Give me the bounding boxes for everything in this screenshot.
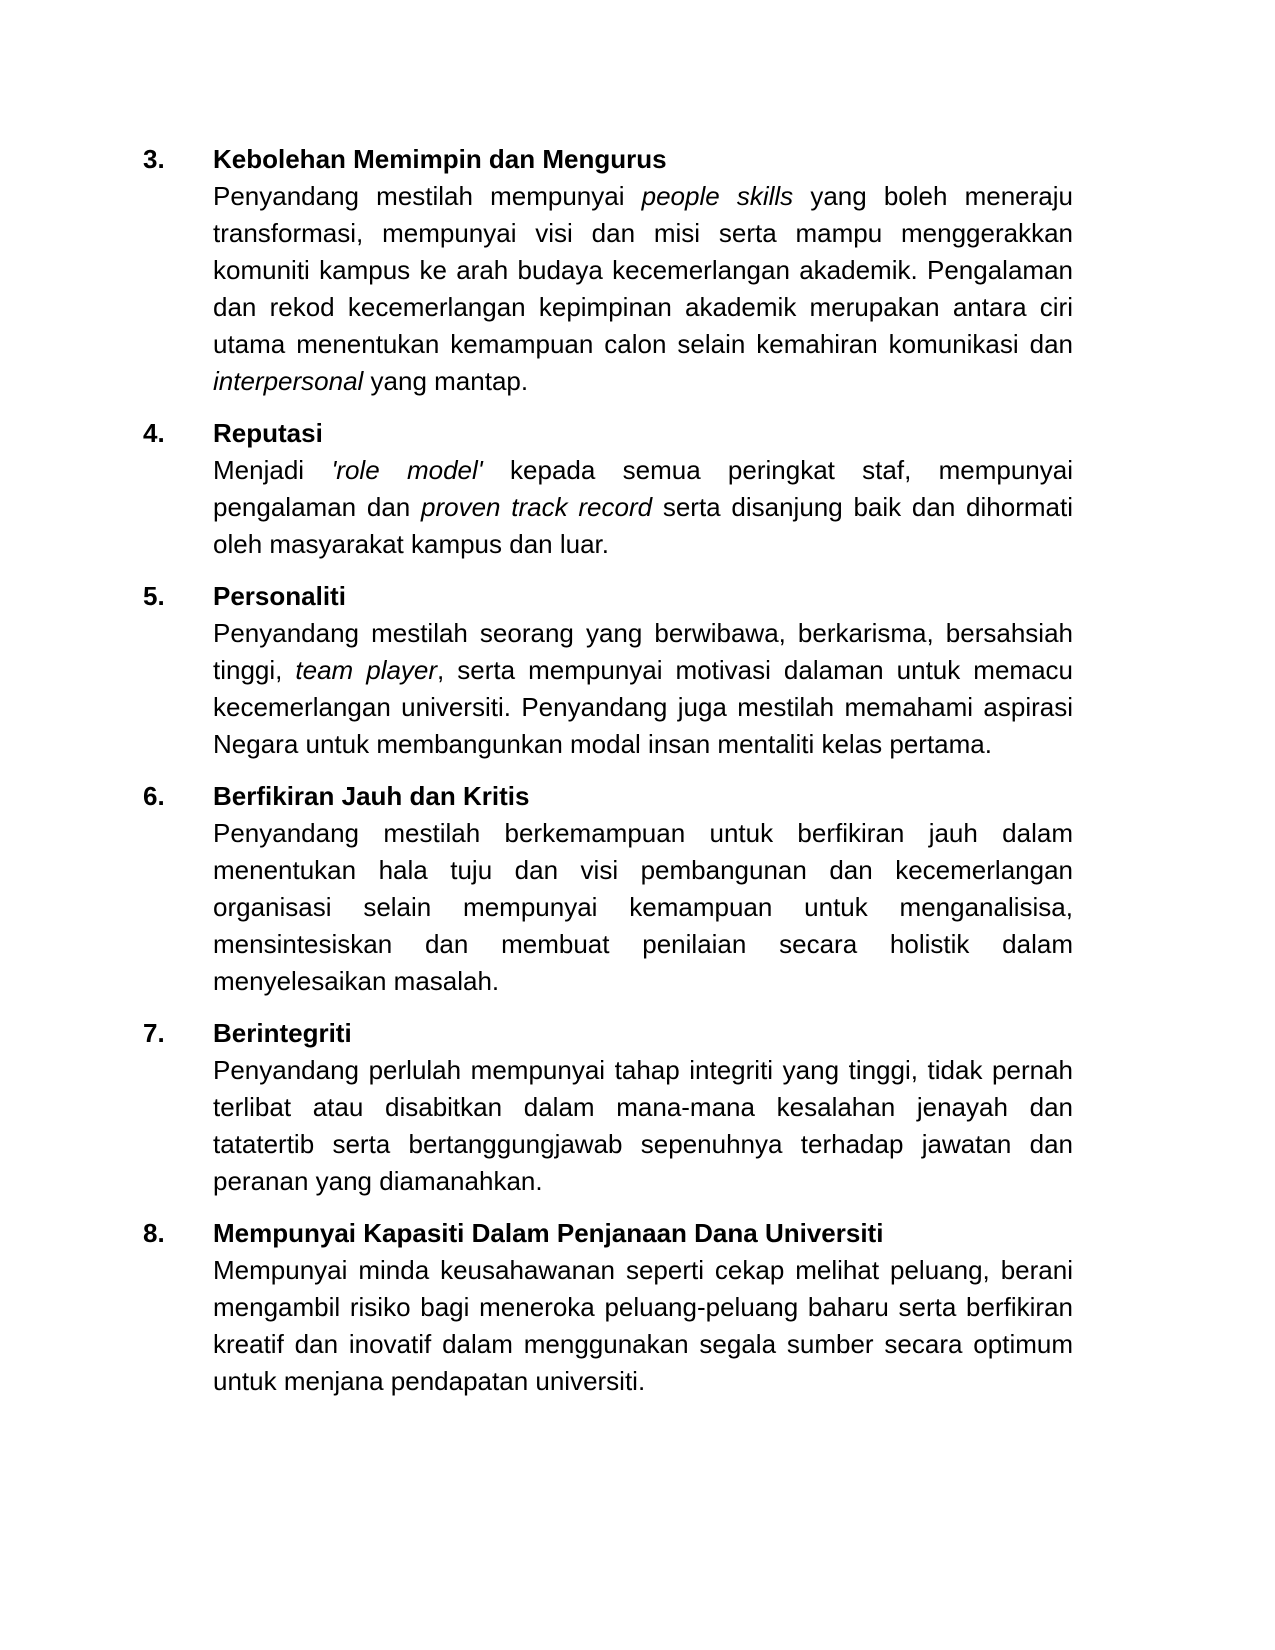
- section-number: 4.: [143, 418, 165, 448]
- section-number: 8.: [143, 1218, 165, 1248]
- section-number: 7.: [143, 1018, 165, 1048]
- section-number: 5.: [143, 581, 165, 611]
- section-body: [213, 1015, 1073, 1200]
- section-number: 3.: [143, 144, 165, 174]
- section-body: [213, 578, 1073, 763]
- numbered-section: [143, 578, 1073, 763]
- numbered-section-list: [143, 141, 1073, 1400]
- section-paragraph: Penyandang perlulah mempunyai tahap integriti yang tinggi, tidak pernah terlibat atau disabitkan dalam mana-mana kesalahan jenayah dan tatatertib serta bertanggungjawab sepenuhnya terhadap jawatan dan peranan yang diamanahkan.: [213, 1055, 1073, 1196]
- numbered-section: [143, 1015, 1073, 1200]
- numbered-section: [143, 141, 1073, 400]
- numbered-section: [143, 778, 1073, 1000]
- section-heading: Reputasi: [213, 418, 323, 448]
- section-number: 6.: [143, 781, 165, 811]
- section-body: [213, 415, 1073, 563]
- section-paragraph: Penyandang mestilah berkemampuan untuk berfikiran jauh dalam menentukan hala tuju dan visi pembangunan dan kecemerlangan organisasi selain mempunyai kemampuan untuk menganalisisa, mensintesiskan dan membuat penilaian secara holistik dalam menyelesaikan masalah.: [213, 818, 1073, 996]
- numbered-section: [143, 1215, 1073, 1400]
- section-body: [213, 1215, 1073, 1400]
- section-heading: Berintegriti: [213, 1018, 352, 1048]
- document-content: [143, 141, 1073, 1415]
- section-heading: Berfikiran Jauh dan Kritis: [213, 781, 530, 811]
- section-paragraph: Penyandang mestilah seorang yang berwibawa, berkarisma, bersahsiah tinggi, team player, serta mempunyai motivasi dalaman untuk memacu kecemerlangan universiti. Penyandang juga mestilah memahami aspirasi Negara untuk membangunkan modal insan mentaliti kelas pertama.: [213, 618, 1073, 759]
- section-paragraph: Mempunyai minda keusahawanan seperti cekap melihat peluang, berani mengambil risiko bagi meneroka peluang-peluang baharu serta berfikiran kreatif dan inovatif dalam menggunakan segala sumber secara optimum untuk menjana pendapatan universiti.: [213, 1255, 1073, 1396]
- section-paragraph: Penyandang mestilah mempunyai people skills yang boleh meneraju transformasi, mempunyai visi dan misi serta mampu menggerakkan komuniti kampus ke arah budaya kecemerlangan akademik. Pengalaman dan rekod kecemerlangan kepimpinan akademik merupakan antara ciri utama menentukan kemampuan calon selain kemahiran komunikasi dan interpersonal yang mantap.: [213, 181, 1073, 396]
- section-heading: Kebolehan Memimpin dan Mengurus: [213, 144, 667, 174]
- section-heading: Personaliti: [213, 581, 346, 611]
- section-heading: Mempunyai Kapasiti Dalam Penjanaan Dana Universiti: [213, 1218, 884, 1248]
- section-paragraph: Menjadi 'role model' kepada semua peringkat staf, mempunyai pengalaman dan proven track record serta disanjung baik dan dihormati oleh masyarakat kampus dan luar.: [213, 455, 1073, 559]
- section-body: [213, 141, 1073, 400]
- section-body: [213, 778, 1073, 1000]
- numbered-section: [143, 415, 1073, 563]
